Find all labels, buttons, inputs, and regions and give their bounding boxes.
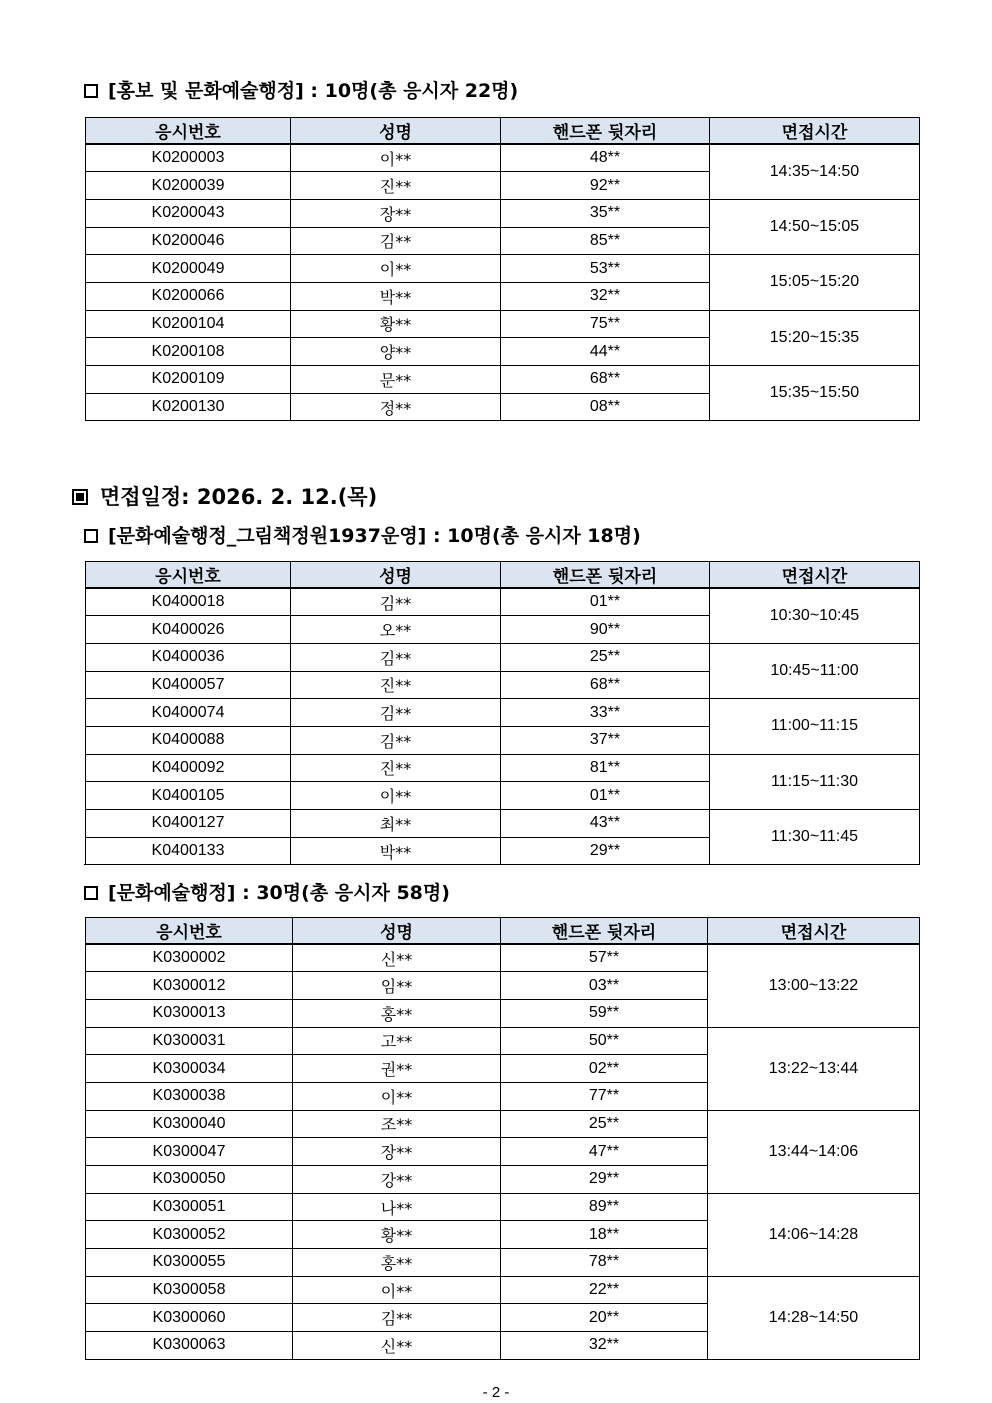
applicant-number: K0300013 [86,999,293,1027]
applicant-number: K0200108 [86,338,291,366]
applicant-number: K0200046 [86,227,291,255]
phone-last-digits: 01** [501,782,710,810]
phone-last-digits: 18** [501,1221,708,1249]
applicant-number: K0400036 [86,643,291,671]
applicant-number: K0300031 [86,1027,293,1055]
section-title: [문화예술행정] : 30명(총 응시자 58명) [108,882,450,904]
applicant-name: 황** [293,1221,501,1249]
applicant-number: K0400026 [86,616,291,644]
applicant-name: 나** [293,1193,501,1221]
applicant-number: K0200039 [86,172,291,200]
phone-last-digits: 03** [501,972,708,1000]
checkbox-square-icon [84,84,98,98]
phone-last-digits: 44** [501,338,710,366]
table-row [86,144,920,172]
phone-last-digits: 90** [501,616,710,644]
phone-last-digits: 32** [501,282,710,310]
interview-time: 11:15~11:30 [710,754,920,809]
applicant-name: 김** [291,726,501,754]
phone-last-digits: 77** [501,1082,708,1110]
phone-last-digits: 20** [501,1304,708,1332]
applicant-number: K0400057 [86,671,291,699]
phone-last-digits: 92** [501,172,710,200]
applicant-name: 양** [291,338,501,366]
divider-line [84,864,920,865]
applicant-name: 홍** [293,1249,501,1277]
applicant-name: 김** [291,643,501,671]
phone-last-digits: 43** [501,810,710,838]
table-row [86,810,920,838]
applicant-name: 이** [291,782,501,810]
interview-time: 14:50~15:05 [710,199,920,254]
applicant-name: 고** [293,1027,501,1055]
phone-last-digits: 25** [501,643,710,671]
table-row [86,1027,920,1055]
table-header-row [86,118,920,145]
applicant-name: 박** [291,837,501,865]
applicant-name: 박** [291,282,501,310]
phone-last-digits: 08** [501,393,710,421]
applicant-name: 김** [291,588,501,616]
applicant-name: 장** [291,199,501,227]
applicant-number: K0300051 [86,1193,293,1221]
table-row [86,1276,920,1304]
table-row [86,255,920,283]
applicant-number: K0400018 [86,588,291,616]
filled-square-icon [72,489,88,505]
phone-last-digits: 89** [501,1193,708,1221]
interview-date-heading [72,481,377,511]
column-header: 응시번호 [86,562,291,589]
phone-last-digits: 50** [501,1027,708,1055]
interview-time: 11:00~11:15 [710,699,920,754]
applicant-name: 신** [293,1332,501,1360]
applicant-number: K0300055 [86,1249,293,1277]
phone-last-digits: 59** [501,999,708,1027]
column-header: 핸드폰 뒷자리 [501,562,710,589]
column-header: 핸드폰 뒷자리 [501,918,708,945]
phone-last-digits: 25** [501,1110,708,1138]
interview-time: 15:35~15:50 [710,366,920,421]
interview-time: 10:30~10:45 [710,588,920,643]
applicant-number: K0200043 [86,199,291,227]
applicant-name: 이** [293,1082,501,1110]
table-row [86,199,920,227]
applicant-name: 김** [293,1304,501,1332]
phone-last-digits: 48** [501,144,710,172]
phone-last-digits: 85** [501,227,710,255]
phone-last-digits: 01** [501,588,710,616]
applicant-name: 김** [291,227,501,255]
phone-last-digits: 81** [501,754,710,782]
interview-time: 11:30~11:45 [710,810,920,865]
interview-time: 15:05~15:20 [710,255,920,310]
table-row [86,754,920,782]
interview-time: 14:28~14:50 [708,1276,920,1359]
applicant-number: K0400074 [86,699,291,727]
applicant-number: K0400105 [86,782,291,810]
applicant-number: K0200109 [86,366,291,394]
phone-last-digits: 29** [501,837,710,865]
applicant-number: K0400088 [86,726,291,754]
applicant-name: 문** [291,366,501,394]
phone-last-digits: 57** [501,944,708,972]
applicant-number: K0200104 [86,310,291,338]
page-number: - 2 - [482,1384,510,1401]
applicant-name: 최** [291,810,501,838]
phone-last-digits: 78** [501,1249,708,1277]
column-header: 핸드폰 뒷자리 [501,118,710,145]
phone-last-digits: 68** [501,366,710,394]
column-header: 면접시간 [710,562,920,589]
interview-time: 13:22~13:44 [708,1027,920,1110]
applicant-number: K0400133 [86,837,291,865]
applicant-name: 오** [291,616,501,644]
applicant-name: 진** [291,671,501,699]
column-header: 응시번호 [86,918,293,945]
applicant-name: 김** [291,699,501,727]
applicant-number: K0400092 [86,754,291,782]
applicant-name: 정** [291,393,501,421]
phone-last-digits: 53** [501,255,710,283]
phone-last-digits: 02** [501,1055,708,1083]
phone-last-digits: 37** [501,726,710,754]
column-header: 응시번호 [86,118,291,145]
interview-time: 14:35~14:50 [710,144,920,199]
section-title: [홍보 및 문화예술행정] : 10명(총 응시자 22명) [108,80,519,102]
section-heading-picturebook [84,521,641,548]
checkbox-square-icon [84,886,98,900]
applicant-number: K0300034 [86,1055,293,1083]
applicant-number: K0300038 [86,1082,293,1110]
column-header: 성명 [293,918,501,945]
applicant-name: 이** [293,1276,501,1304]
applicant-number: K0300002 [86,944,293,972]
column-header: 성명 [291,562,501,589]
applicant-name: 조** [293,1110,501,1138]
applicant-number: K0200049 [86,255,291,283]
schedule-table-picturebook [85,561,920,865]
applicant-number: K0300052 [86,1221,293,1249]
phone-last-digits: 47** [501,1138,708,1166]
applicant-number: K0200130 [86,393,291,421]
phone-last-digits: 35** [501,199,710,227]
table-header-row [86,562,920,589]
applicant-name: 신** [293,944,501,972]
applicant-name: 임** [293,972,501,1000]
column-header: 성명 [291,118,501,145]
phone-last-digits: 29** [501,1166,708,1194]
applicant-number: K0200003 [86,144,291,172]
table-row [86,699,920,727]
applicant-name: 진** [291,172,501,200]
applicant-name: 권** [293,1055,501,1083]
phone-last-digits: 32** [501,1332,708,1360]
section-heading-promotion [84,76,518,103]
applicant-number: K0400127 [86,810,291,838]
applicant-name: 이** [291,255,501,283]
applicant-name: 홍** [293,999,501,1027]
applicant-number: K0300012 [86,972,293,1000]
phone-last-digits: 22** [501,1276,708,1304]
table-row [86,643,920,671]
applicant-name: 이** [291,144,501,172]
interview-date-title: 면접일정: 2026. 2. 12.(목) [100,485,378,509]
section-heading-culture-arts [84,878,450,905]
table-row [86,310,920,338]
interview-time: 15:20~15:35 [710,310,920,365]
table-row [86,366,920,394]
interview-time: 10:45~11:00 [710,643,920,698]
phone-last-digits: 75** [501,310,710,338]
schedule-table-culture-arts [85,917,920,1360]
checkbox-square-icon [84,529,98,543]
interview-time: 14:06~14:28 [708,1193,920,1276]
applicant-number: K0200066 [86,282,291,310]
phone-last-digits: 33** [501,699,710,727]
table-row [86,588,920,616]
table-row [86,1193,920,1221]
applicant-number: K0300040 [86,1110,293,1138]
applicant-name: 황** [291,310,501,338]
applicant-number: K0300060 [86,1304,293,1332]
section-title: [문화예술행정_그림책정원1937운영] : 10명(총 응시자 18명) [108,525,641,547]
interview-time: 13:44~14:06 [708,1110,920,1193]
applicant-number: K0300058 [86,1276,293,1304]
applicant-number: K0300047 [86,1138,293,1166]
table-row [86,1110,920,1138]
column-header: 면접시간 [710,118,920,145]
applicant-number: K0300050 [86,1166,293,1194]
interview-time: 13:00~13:22 [708,944,920,1027]
schedule-table-promotion [85,117,920,421]
applicant-name: 진** [291,754,501,782]
applicant-name: 강** [293,1166,501,1194]
column-header: 면접시간 [708,918,920,945]
phone-last-digits: 68** [501,671,710,699]
applicant-number: K0300063 [86,1332,293,1360]
table-row [86,944,920,972]
table-header-row [86,918,920,945]
applicant-name: 장** [293,1138,501,1166]
